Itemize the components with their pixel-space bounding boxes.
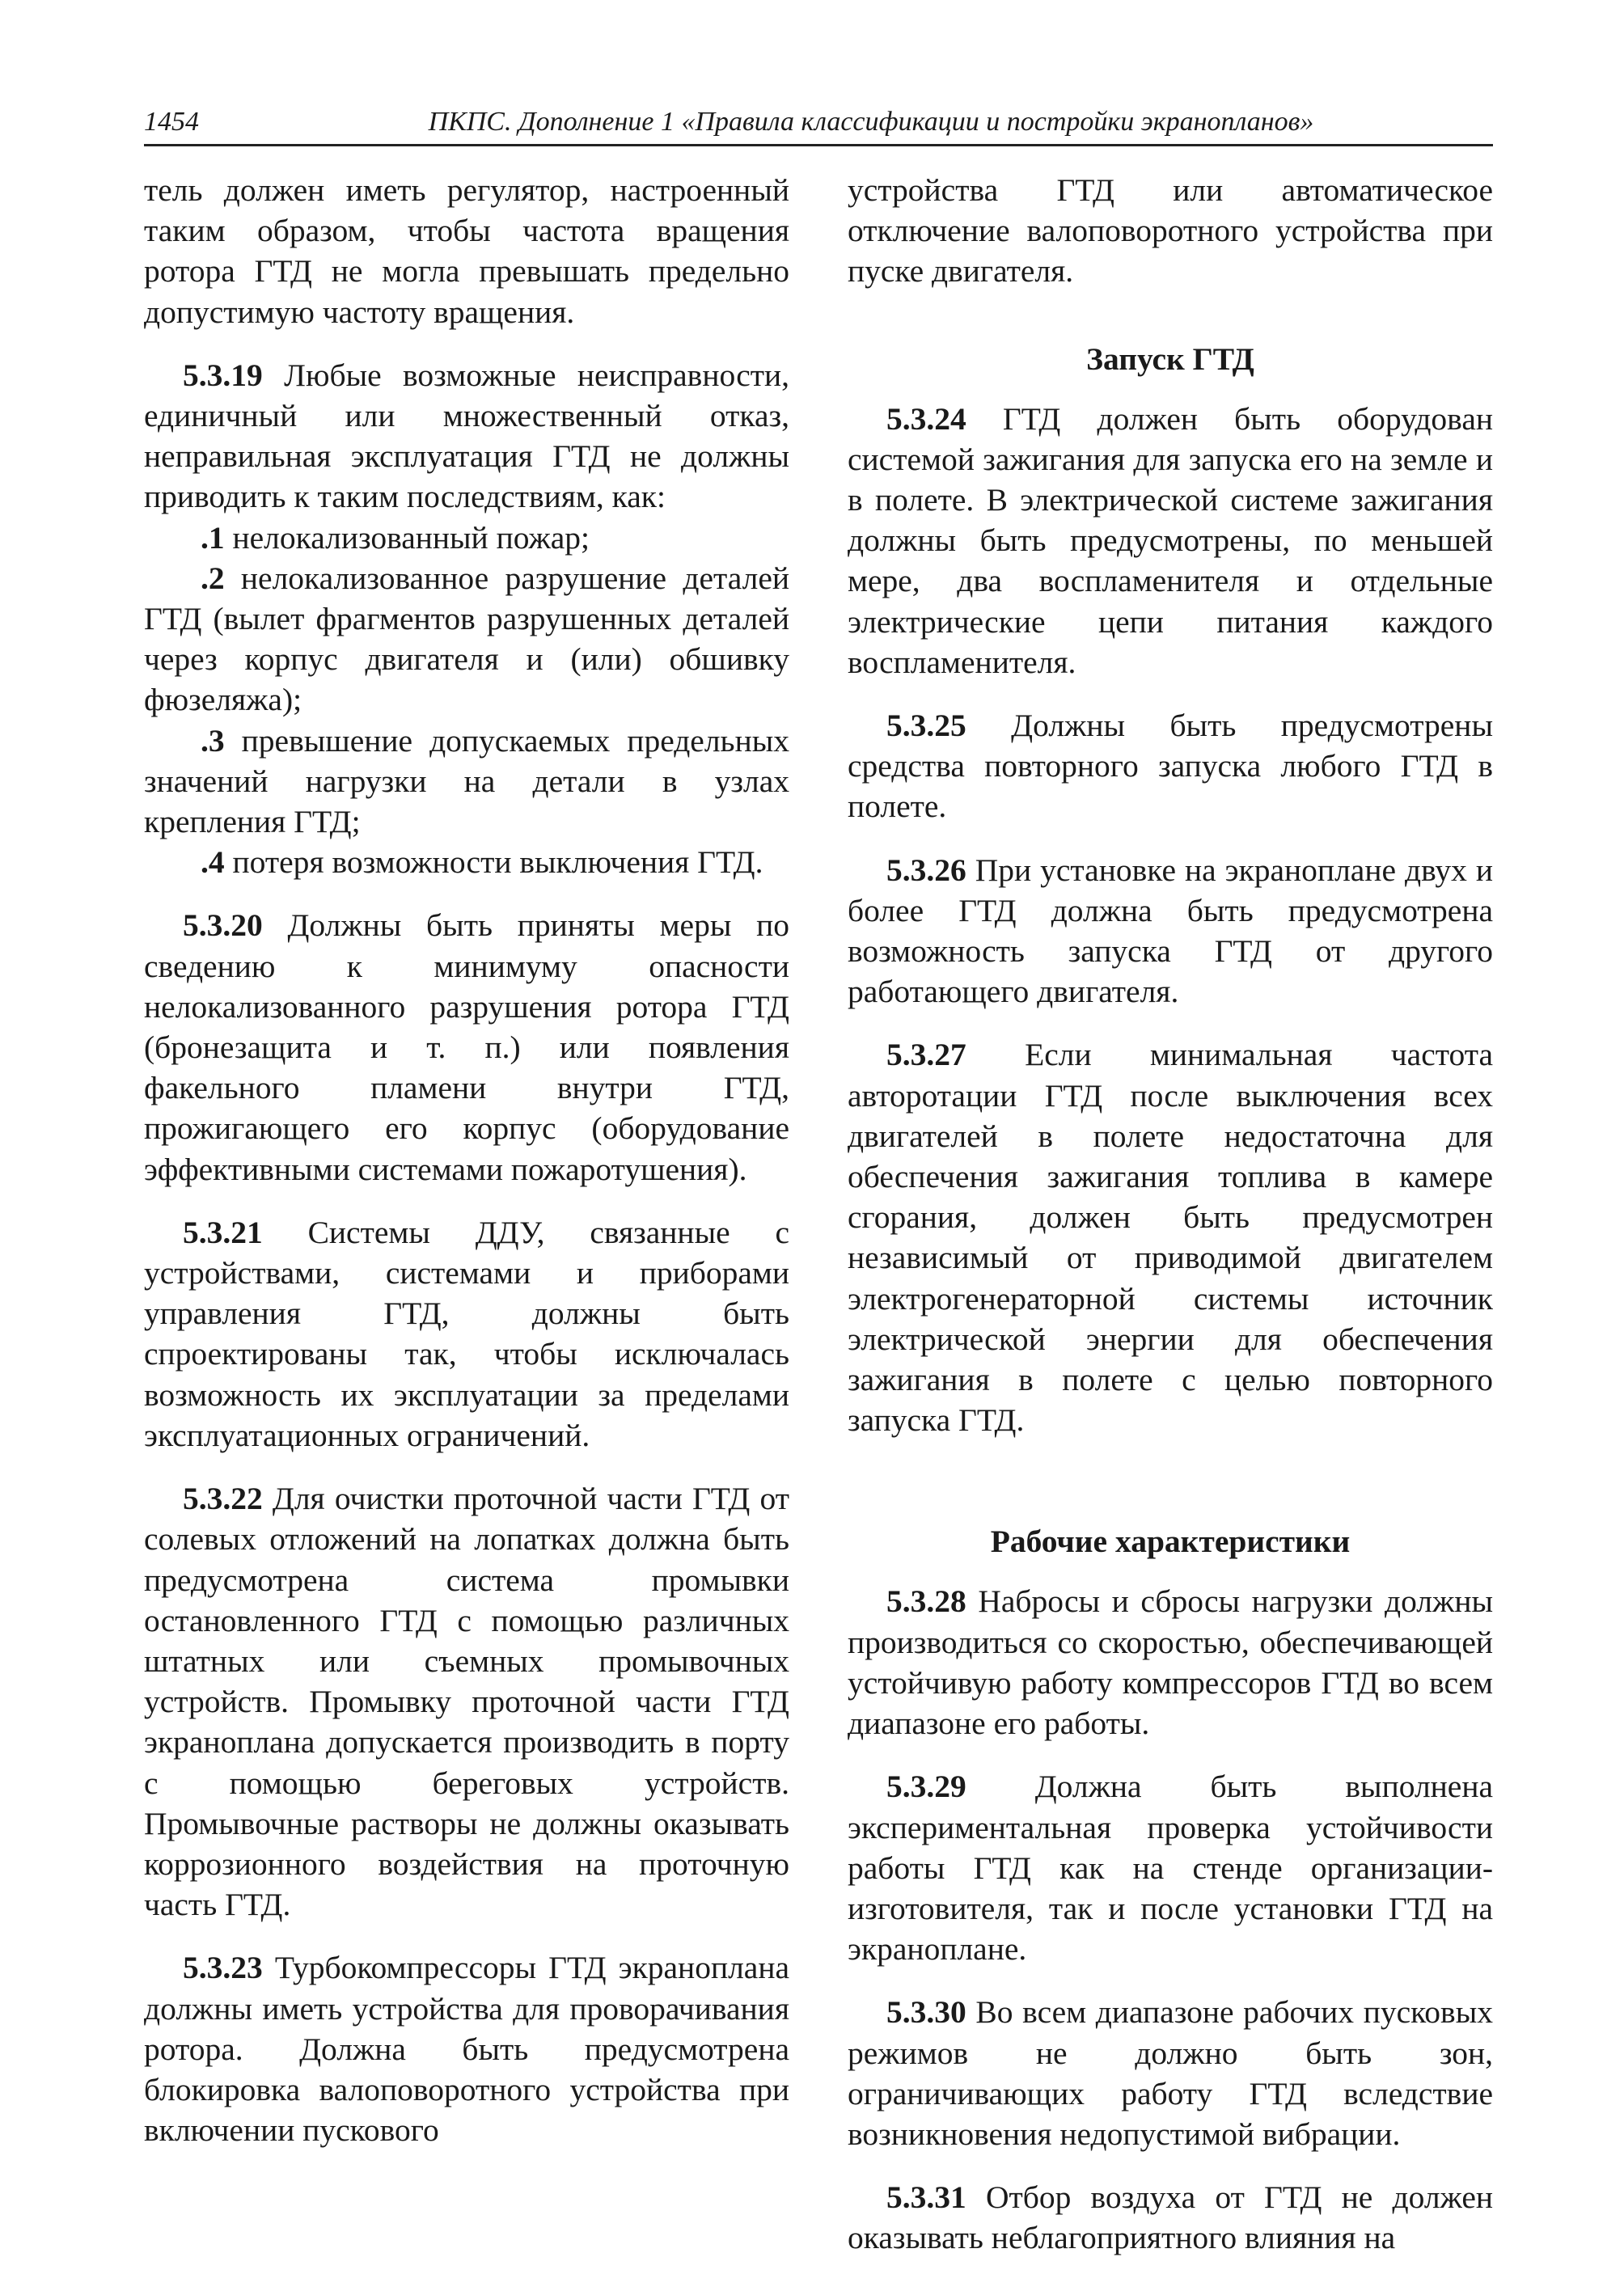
clause-number: 5.3.23: [183, 1950, 263, 1986]
paragraph-continuation: тель должен иметь регулятор, настроенный таким образом, чтобы частота вращения ротора ГТД не могла превышать предельно допустимую частоту вращения.: [144, 172, 789, 330]
clause-text: Если минимальная частота авторотации ГТД после выключения всех двигателей в полете недостаточна для обеспечения зажигания топлива в камере сгорания, должен быть предусмотрен независимый от приводимой двигателем электрогенераторной системы источник электрической энергии для обеспечения зажигания в полете с целью повторного запуска ГТД.: [848, 1037, 1493, 1439]
clause-text: Набросы и сбросы нагрузки должны производиться со скоростью, обеспечивающей устойчивую работу компрессоров ГТД во всем диапазоне его работы.: [848, 1583, 1493, 1742]
clause-number: 5.3.19: [183, 357, 263, 393]
clause-5-3-30: [848, 1992, 1493, 2154]
clause-text: Должна быть выполнена экспериментальная проверка устойчивости работы ГТД как на стенде организации-изготовителя, так и после установки ГТД на экраноплане.: [848, 1769, 1493, 1968]
running-title: ПКПС. Дополнение 1 «Правила классификации и постройки экранопланов»: [428, 107, 1314, 137]
paragraph-continuation: устройства ГТД или автоматическое отключение валоповоротного устройства при пуске двигателя.: [848, 172, 1493, 290]
clause-5-3-25: [848, 705, 1493, 827]
clause-text: Турбокомпрессоры ГТД экраноплана должны иметь устройства для проворачивания ротора. Должна быть предусмотрена блокировка валоповоротного устройства при включении пускового: [144, 1950, 789, 2149]
clause-5-3-31: [848, 2177, 1493, 2258]
clause-number: 5.3.31: [886, 2179, 966, 2216]
item-text: потеря возможности выключения ГТД.: [224, 844, 763, 881]
clause-text: ГТД должен быть оборудован системой зажигания для запуска его на земле и в полете. В электрической системе зажигания должны быть предусмотрены, по меньшей мере, два воспламенителя и отдельные электрические цепи питания каждого воспламенителя.: [848, 400, 1493, 680]
item-text: нелокализованный пожар;: [224, 519, 590, 556]
clause-5-3-21: [144, 1212, 789, 1456]
item-number: .2: [201, 560, 225, 596]
clause-text: Для очистки проточной части ГТД от солевых отложений на лопатках должна быть предусмотрена система промывки остановленного ГТД с помощью различных штатных или съемных промывочных устройств. Промывку проточной части ГТД экраноплана допускается производить в порту с помощью береговых устройств. Промывочные растворы не должны оказывать коррозионного воздействия на проточную часть ГТД.: [144, 1481, 789, 1923]
clause-number: 5.3.30: [886, 1994, 966, 2031]
clause-number: 5.3.27: [886, 1037, 966, 1073]
list-item-2: [144, 558, 789, 721]
clause-text: Любые возможные неисправности, единичный или множественный отказ, неправильная эксплуатация ГТД не должны приводить к таким последствиям, как:: [144, 357, 789, 515]
clause-5-3-20: [144, 905, 789, 1189]
clause-number: 5.3.28: [886, 1583, 966, 1620]
list-item-1: [144, 518, 789, 558]
clause-5-3-19: [144, 355, 789, 518]
list-item-3: [144, 721, 789, 843]
clause-number: 5.3.29: [886, 1769, 966, 1805]
item-number: .3: [201, 722, 225, 759]
clause-5-3-22: [144, 1478, 789, 1925]
clause-5-3-26: [848, 850, 1493, 1012]
page-number: 1454: [144, 107, 199, 137]
clause-5-3-23: [144, 1947, 789, 2150]
clause-5-3-29: [848, 1766, 1493, 1969]
clause-5-3-28: [848, 1581, 1493, 1744]
clause-5-3-24: [848, 399, 1493, 683]
clause-number: 5.3.21: [183, 1214, 263, 1250]
clause-number: 5.3.22: [183, 1481, 263, 1517]
clause-5-3-27: [848, 1034, 1493, 1440]
section-heading-performance: Рабочие характеристики: [990, 1524, 1351, 1560]
clause-text: Системы ДДУ, связанные с устройствами, системами и приборами управления ГТД, должны быть спроектированы так, чтобы исключалась возможность их эксплуатации за пределами эксплуатационных ограничений.: [144, 1214, 789, 1453]
clause-text: Должны быть предусмотрены средства повторного запуска любого ГТД в полете.: [848, 708, 1493, 825]
clause-number: 5.3.25: [886, 708, 966, 744]
clause-number: 5.3.20: [183, 907, 263, 944]
left-column: [144, 170, 789, 2173]
item-number: .1: [201, 519, 225, 556]
clause-text: При установке на экраноплане двух и более ГТД должна быть предусмотрена возможность запуска ГТД от другого работающего двигателя.: [848, 852, 1493, 1010]
section-heading-start: Запуск ГТД: [1086, 340, 1254, 377]
clause-number: 5.3.26: [886, 852, 966, 888]
clause-text: Отбор воздуха от ГТД не должен оказывать неблагоприятного влияния на: [848, 2179, 1493, 2256]
list-item-4: [144, 842, 789, 882]
item-text: превышение допускаемых предельных значений нагрузки на детали в узлах крепления ГТД;: [144, 722, 789, 840]
clause-text: Должны быть приняты меры по сведению к минимуму опасности нелокализованного разрушения ротора ГТД (бронезащита и т. п.) или появления факельного пламени внутри ГТД, прожигающего его корпус (оборудование эффективными системами пожаротушения).: [144, 907, 789, 1187]
clause-text: Во всем диапазоне рабочих пусковых режимов не должно быть зон, ограничивающих работу ГТД вследствие возникновения недопустимой вибрации.: [848, 1994, 1493, 2152]
right-column: [848, 170, 1493, 2281]
item-text: нелокализованное разрушение деталей ГТД (вылет фрагментов разрушенных деталей через корпус двигателя и (или) обшивку фюзеляжа);: [144, 560, 789, 718]
clause-number: 5.3.24: [886, 400, 966, 437]
page-header: [144, 104, 1493, 146]
item-number: .4: [201, 844, 225, 881]
